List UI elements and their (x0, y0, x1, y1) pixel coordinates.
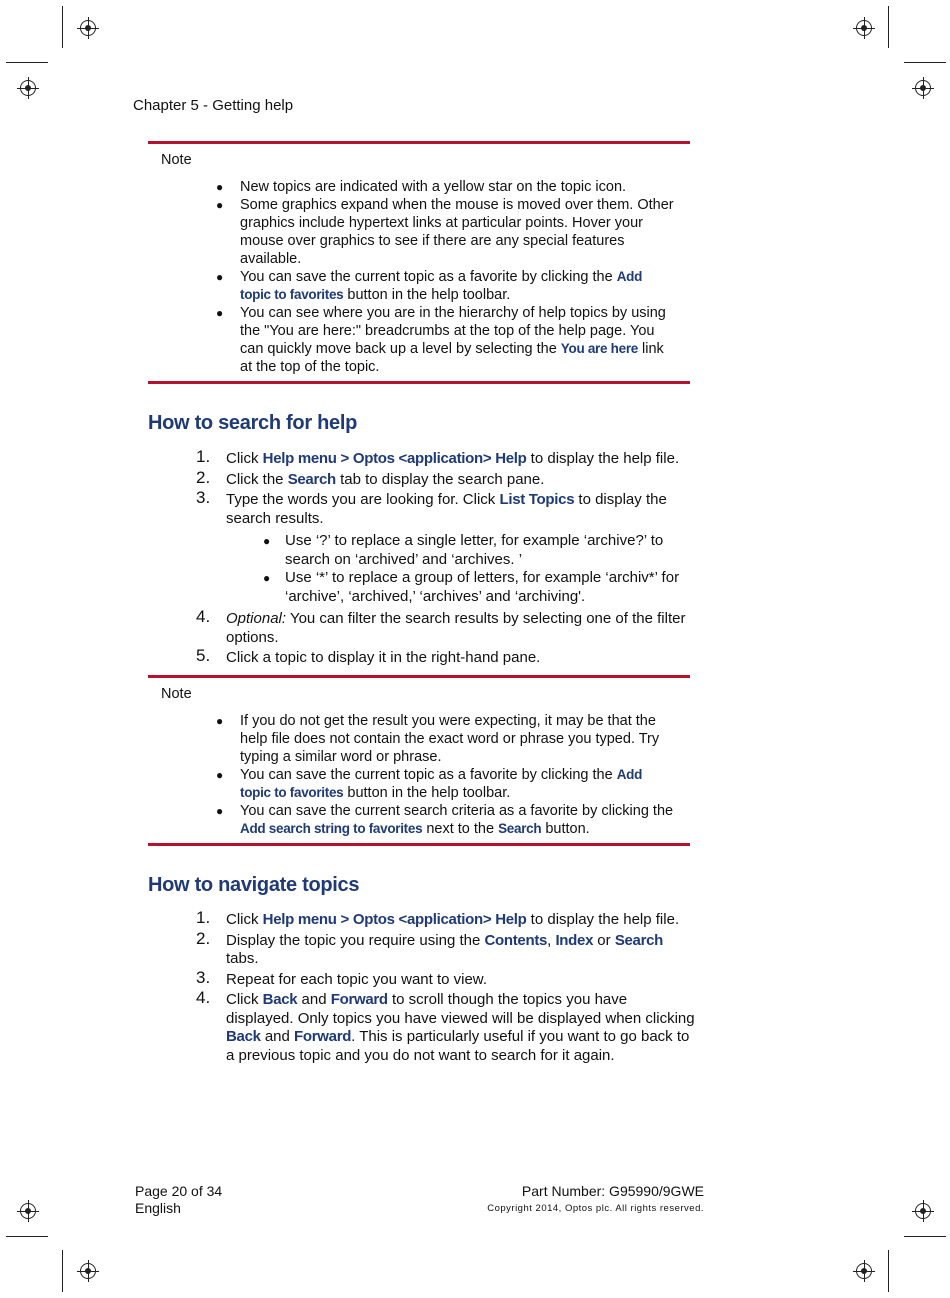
section-heading-navigate: How to navigate topics (148, 874, 360, 896)
ui-term: Search (614, 931, 664, 949)
crop-mark (904, 62, 946, 63)
registration-mark-icon (77, 1260, 99, 1282)
ui-term: Index (555, 931, 594, 949)
section-heading-search: How to search for help (148, 412, 357, 434)
note-bottom-rule (148, 843, 690, 846)
ui-term: Help menu > Optos <application> Help (262, 450, 527, 467)
list-item: ● New topics are indicated with a yellow star on the topic icon. (216, 178, 676, 196)
registration-mark-icon (17, 1200, 39, 1222)
step-item: 2. Display the topic you require using the Contents, Index or Search tabs. (196, 928, 664, 967)
registration-mark-icon (17, 77, 39, 99)
ui-term: Help menu > Optos <application> Help (262, 911, 527, 928)
step-item: 4. Optional: You can filter the search results by selecting one of the filter options. (196, 607, 686, 646)
ui-term: Back (226, 1028, 261, 1045)
list-item: ● If you do not get the result you were expecting, it may be that the help file does not contain the exact word or phrase you typed. Try typing a similar word or phrase. (216, 712, 676, 766)
crop-mark (62, 1250, 63, 1292)
list-item: ● You can save the current topic as a favorite by clicking the Add topic to favorites button in the help toolbar. (216, 766, 676, 802)
ui-term: Forward (330, 991, 388, 1008)
search-steps (196, 447, 696, 668)
registration-mark-icon (853, 17, 875, 39)
list-item: ● You can save the current search criteria as a favorite by clicking the Add search string to favorites next to the Search button. (216, 802, 676, 838)
ui-term: Back (262, 991, 298, 1008)
step-item: 3. Repeat for each topic you want to view. (196, 967, 487, 988)
note-label: Note (161, 686, 192, 702)
list-item: ● You can see where you are in the hierarchy of help topics by using the "You are here:" breadcrumbs at the top of the help page. You can quickly move back up a level by selecting the You are here link at the top of the topic. (216, 304, 676, 376)
step-item: 2. Click the Search tab to display the search pane. (196, 467, 545, 488)
crop-mark (6, 62, 48, 63)
part-number: Part Number: G95990/9GWE (521, 1183, 704, 1199)
ui-term: Search (498, 821, 542, 836)
step-item: 4. Click Back and Forward to scroll though the topics you have displayed. Only topics you have viewed will be displayed when clicking Back and Forward. This is particularly useful if you want to go back to a previous topic and you do not want to search for it again. (196, 988, 695, 1064)
step-item: 1. Click Help menu > Optos <application> Help to display the help file. (196, 447, 680, 467)
sub-list (263, 532, 696, 606)
registration-mark-icon (77, 17, 99, 39)
crop-mark (888, 1250, 889, 1292)
step-item: 5. Click a topic to display it in the right-hand pane. (196, 646, 541, 666)
list-item: ● Use ‘*’ to replace a group of letters, for example ‘archiv*’ for ‘archive’, ‘archived,’ ‘archives’ and ‘archiving'. (263, 569, 696, 606)
crop-mark (888, 6, 889, 48)
ui-term: You are here (560, 341, 638, 356)
crop-mark (6, 1236, 48, 1237)
step-item: 1. Click Help menu > Optos <application> Help to display the help file. (196, 908, 680, 928)
note-list (216, 712, 676, 838)
ui-term: List Topics (499, 491, 575, 508)
ui-term: Forward (294, 1028, 352, 1045)
ui-term: Contents (484, 931, 548, 949)
note-label: Note (161, 152, 192, 168)
chapter-heading: Chapter 5 - Getting help (133, 97, 294, 114)
page-number: Page 20 of 34 (135, 1183, 223, 1199)
note-bottom-rule (148, 381, 690, 384)
note-list (216, 178, 676, 376)
ui-term: Search (287, 470, 336, 488)
registration-mark-icon (912, 77, 934, 99)
list-item: ● Use ‘?’ to replace a single letter, for example ‘archive?’ to search on ‘archived’ and ‘archives. ’ (263, 532, 696, 569)
list-item: ● You can save the current topic as a favorite by clicking the Add topic to favorites button in the help toolbar. (216, 268, 676, 304)
step-item: 3. Type the words you are looking for. Click List Topics to display the search results. ● Use ‘?’ to replace a single letter, for example ‘archive?’ to search on ‘archived’ and ‘archives. ’ ● Use ‘*’ to replace a group of letters, for example ‘archiv*’ for ‘archive’, ‘archived,’ ‘archives’ and ‘archiving'. (196, 491, 696, 606)
ui-term: Add topic to favorites (240, 767, 643, 800)
copyright-notice: Copyright 2014, Optos plc. All rights reserved. (487, 1203, 704, 1214)
list-item: ● Some graphics expand when the mouse is moved over them. Other graphics include hypertext links at particular points. Hover your mouse over graphics to see if there are any special features available. (216, 196, 676, 268)
registration-mark-icon (912, 1200, 934, 1222)
ui-term: Add topic to favorites (240, 269, 643, 302)
language-label: English (135, 1200, 181, 1216)
navigate-steps (196, 908, 696, 1065)
crop-mark (904, 1236, 946, 1237)
ui-term: Add search string to favorites (240, 821, 423, 836)
registration-mark-icon (853, 1260, 875, 1282)
note-top-rule (148, 141, 690, 144)
crop-mark (62, 6, 63, 48)
note-top-rule (148, 675, 690, 678)
